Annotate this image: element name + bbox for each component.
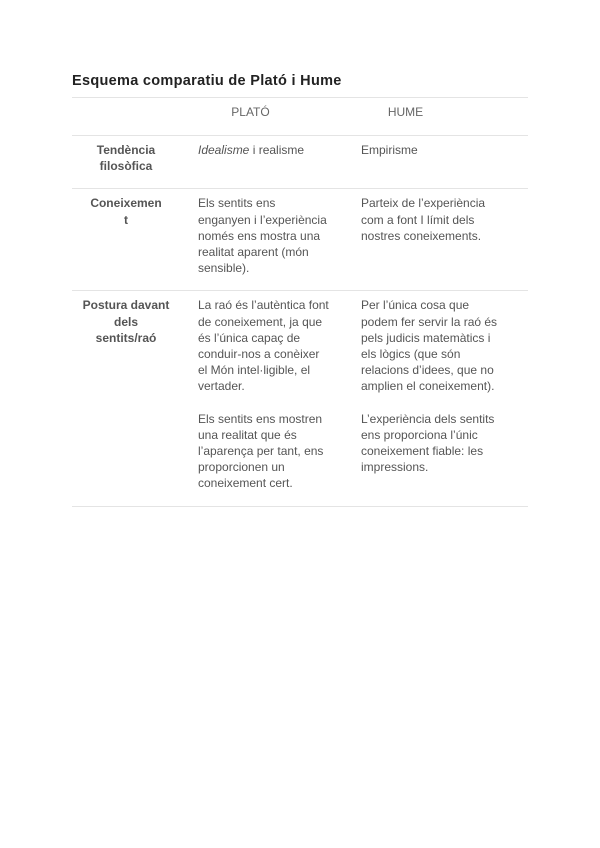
emphasis-text: Idealisme: [198, 143, 250, 157]
row-label-postura: Postura davant dels sentits/raó: [82, 298, 170, 345]
cell-hume-postura: [343, 291, 528, 506]
cell-hume-coneixement: [343, 189, 528, 291]
row-label-coneixement: Coneixement: [90, 196, 162, 227]
cell-paragraph: [198, 142, 331, 158]
cell-paragraph: Els sentits ens enganyen i l’experiència només ens mostra una realitat aparent (món sensible).: [198, 196, 327, 276]
cell-plato-postura: [180, 291, 343, 506]
table-header-row: [72, 98, 528, 136]
cell-plato-coneixement: [180, 189, 343, 291]
cell-paragraph: Empirisme: [361, 143, 418, 157]
document-page: [72, 72, 528, 507]
cell-paragraph: La raó és l’autèntica font de coneixement, ja que és l’única capaç de conduir-nos a conèixer el Món intel·ligible, el vertader.: [198, 298, 329, 394]
cell-paragraph: Per l’única cosa que podem fer servir la raó és pels judicis matemàtics i els lògics (que són relacions d’idees, que no amplien el coneixement).: [361, 298, 498, 394]
cell-paragraph: Els sentits ens mostren una realitat que és l’aparença per tant, ens proporcionen un coneixement cert.: [198, 411, 324, 491]
row-label-tendencia: Tendència filosòfica: [96, 143, 156, 174]
header-hume: HUME: [387, 105, 424, 119]
plain-text: i realisme: [249, 143, 305, 157]
document-title: Esquema comparatiu de Plató i Hume: [72, 73, 342, 89]
table-row: [72, 136, 528, 189]
header-plato: PLATÓ: [231, 105, 270, 119]
table-row: [72, 291, 528, 506]
cell-paragraph: L’experiència dels sentits ens proporciona l’únic coneixement fiable: les impressions.: [361, 411, 495, 475]
cell-hume-tendencia: [343, 136, 528, 189]
cell-paragraph: Parteix de l’experiència com a font I límit dels nostres coneixements.: [361, 196, 486, 243]
table-row: [72, 189, 528, 291]
cell-plato-tendencia: [180, 136, 343, 189]
header-empty-cell: [72, 98, 180, 136]
comparison-table: [72, 97, 528, 507]
